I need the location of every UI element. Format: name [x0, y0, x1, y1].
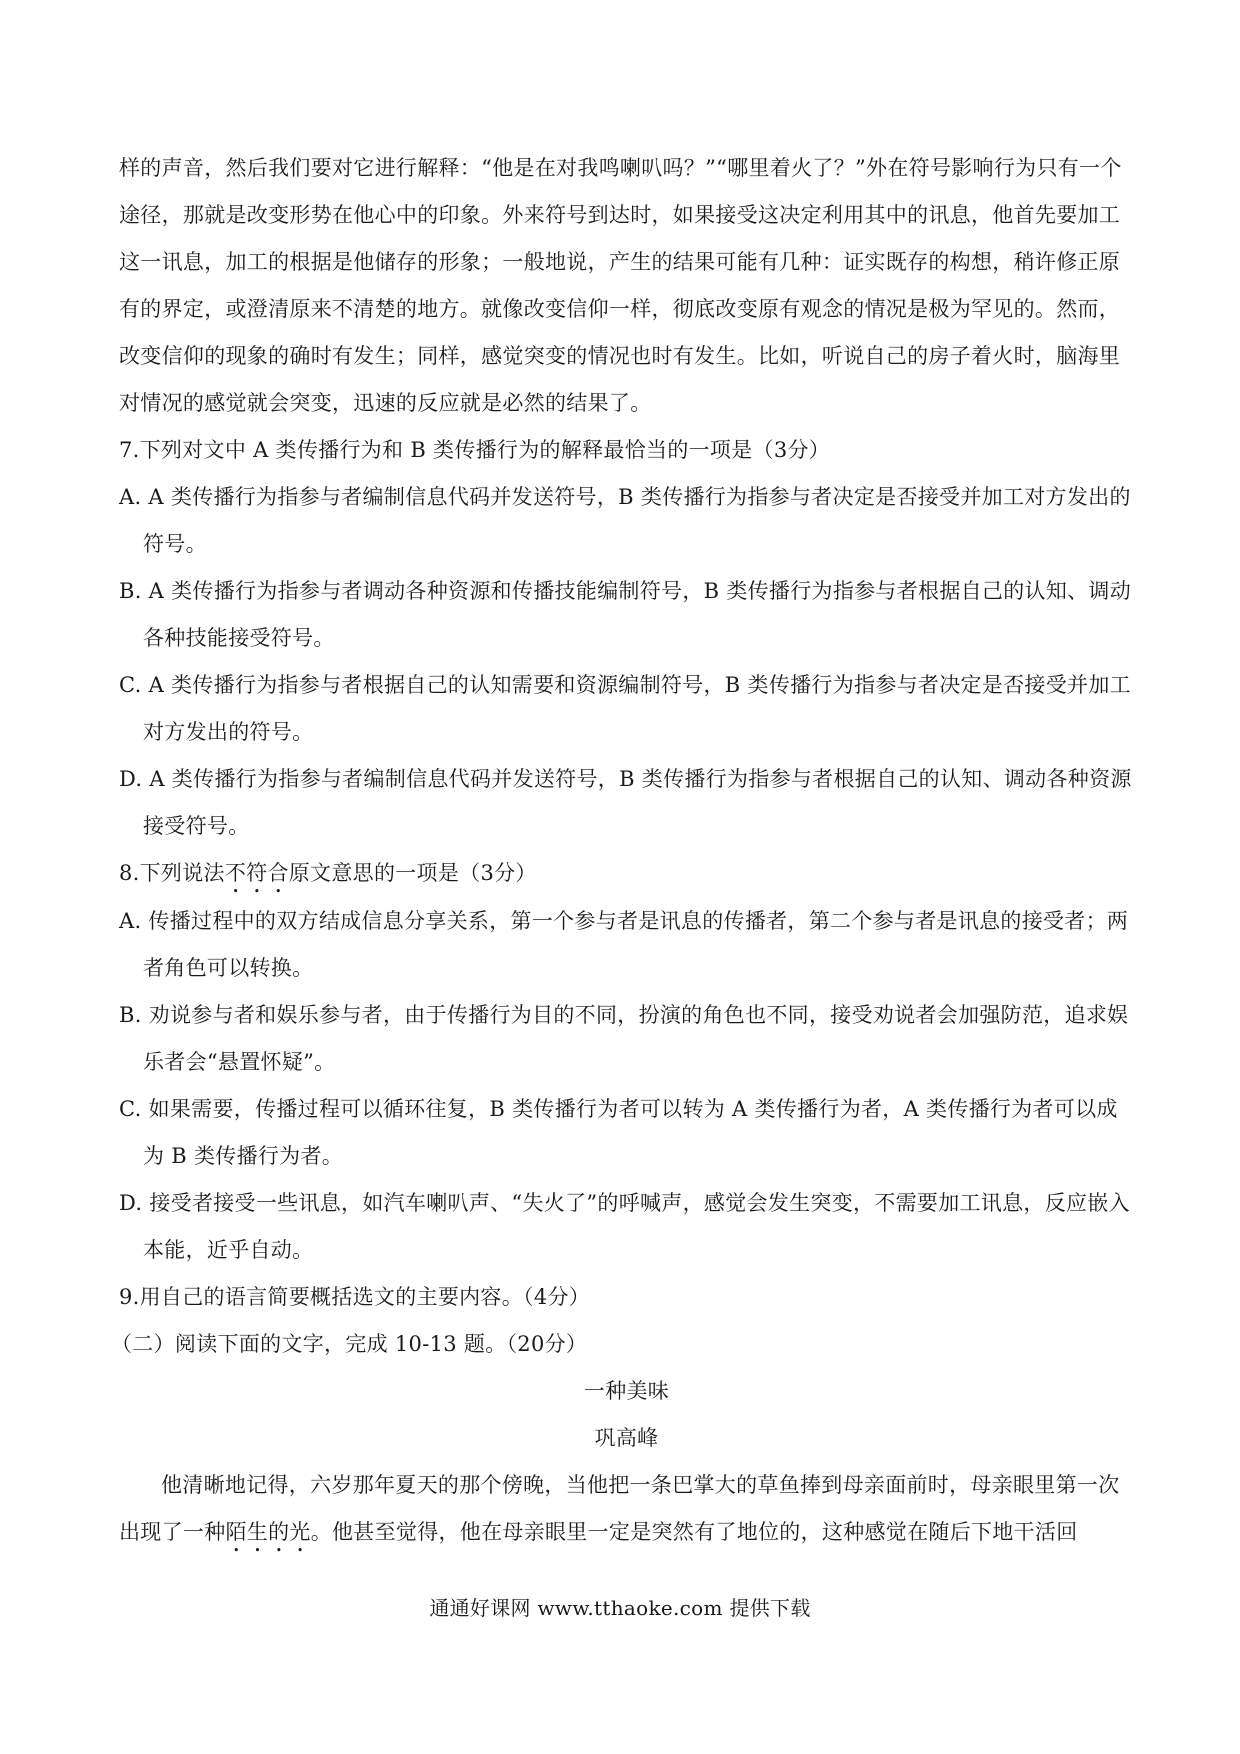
- question-7-option-c: C. A 类传播行为指参与者根据自己的认知需要和资源编制符号，B 类传播行为指参与者决定是否接受并加工对方发出的符号。: [119, 673, 1131, 744]
- passage-tail: 样的声音，然后我们要对它进行解释：“他是在对我鸣喇叭吗？”“哪里着火了？”外在符号影响行为只有一个途径，那就是改变形势在他心中的印象。外来符号到达时，如果接受这决定利用其中的讯息，他首先要加工这一讯息，加工的根据是他储存的形象；一般地说，产生的结果可能有几种：证实既存的构想，稍许修正原有的界定，或澄清原来不清楚的地方。就像改变信仰一样，彻底改变原有观念的情况是极为罕见的。然而，改变信仰的现象的确时有发生；同样，感觉突变的情况也时有发生。比如，听说自己的房子着火时，脑海里对情况的感觉就会突变，迅速的反应就是必然的结果了。: [119, 156, 1122, 415]
- story-title: 一种美味: [583, 1379, 670, 1403]
- question-9-stem: 9.用自己的语言简要概括选文的主要内容。（4分）: [119, 1285, 591, 1309]
- question-7-option-b: B. A 类传播行为指参与者调动各种资源和传播技能编制符号，B 类传播行为指参与者根据自己的认知、调动各种技能接受符号。: [119, 579, 1132, 650]
- question-8-emphasis: 不符合: [224, 861, 289, 885]
- question-8-option-a: A. 传播过程中的双方结成信息分享关系，第一个参与者是讯息的传播者，第二个参与者是讯息的接受者；两者角色可以转换。: [119, 909, 1129, 980]
- story-paragraph-end: 。他甚至觉得，他在母亲眼里一定是突然有了地位的，这种感觉在随后下地干活回: [310, 1520, 1078, 1544]
- question-7-option-a: A. A 类传播行为指参与者编制信息代码并发送符号，B 类传播行为指参与者决定是否接受并加工对方发出的符号。: [119, 485, 1131, 556]
- question-8-stem: [119, 850, 1134, 898]
- story-emphasis: 陌生的光: [225, 1520, 311, 1544]
- page-footer: 通通好课网 www.tthaoke.com 提供下载: [429, 1596, 811, 1620]
- question-7-option-d: D. A 类传播行为指参与者编制信息代码并发送符号，B 类传播行为指参与者根据自己的认知、调动各种资源接受符号。: [119, 767, 1132, 838]
- story-author: 巩高峰: [594, 1426, 659, 1450]
- section-2-heading: （二）阅读下面的文字，完成 10-13 题。（20分）: [111, 1332, 588, 1356]
- question-8-option-b: B. 劝说参与者和娱乐参与者，由于传播行为目的不同，扮演的角色也不同，接受劝说者会加强防范，追求娱乐者会“悬置怀疑”。: [119, 1003, 1129, 1074]
- story-paragraph-start: 他清晰地记得，六岁那年夏天的那个傍晚，当他把一条巴掌大的草鱼捧到母亲面前时，母亲眼里第一次出现了一种: [119, 1473, 1120, 1544]
- question-8-option-c: C. 如果需要，传播过程可以循环往复，B 类传播行为者可以转为 A 类传播行为者，A 类传播行为者可以成为 B 类传播行为者。: [119, 1097, 1118, 1168]
- question-7-stem: 7.下列对文中 A 类传播行为和 B 类传播行为的解释最恰当的一项是（3分）: [119, 438, 831, 462]
- question-8-stem-prefix: 8.下列说法: [119, 861, 225, 885]
- question-8-option-d: D. 接受者接受一些讯息，如汽车喇叭声、“失火了”的呼喊声，感觉会发生突变，不需要加工讯息，反应嵌入本能，近乎自动。: [119, 1191, 1130, 1262]
- page-content: [111, 145, 1134, 1557]
- question-8-stem-suffix: 原文意思的一项是（3分）: [288, 861, 537, 885]
- story-paragraph: [119, 1462, 1134, 1557]
